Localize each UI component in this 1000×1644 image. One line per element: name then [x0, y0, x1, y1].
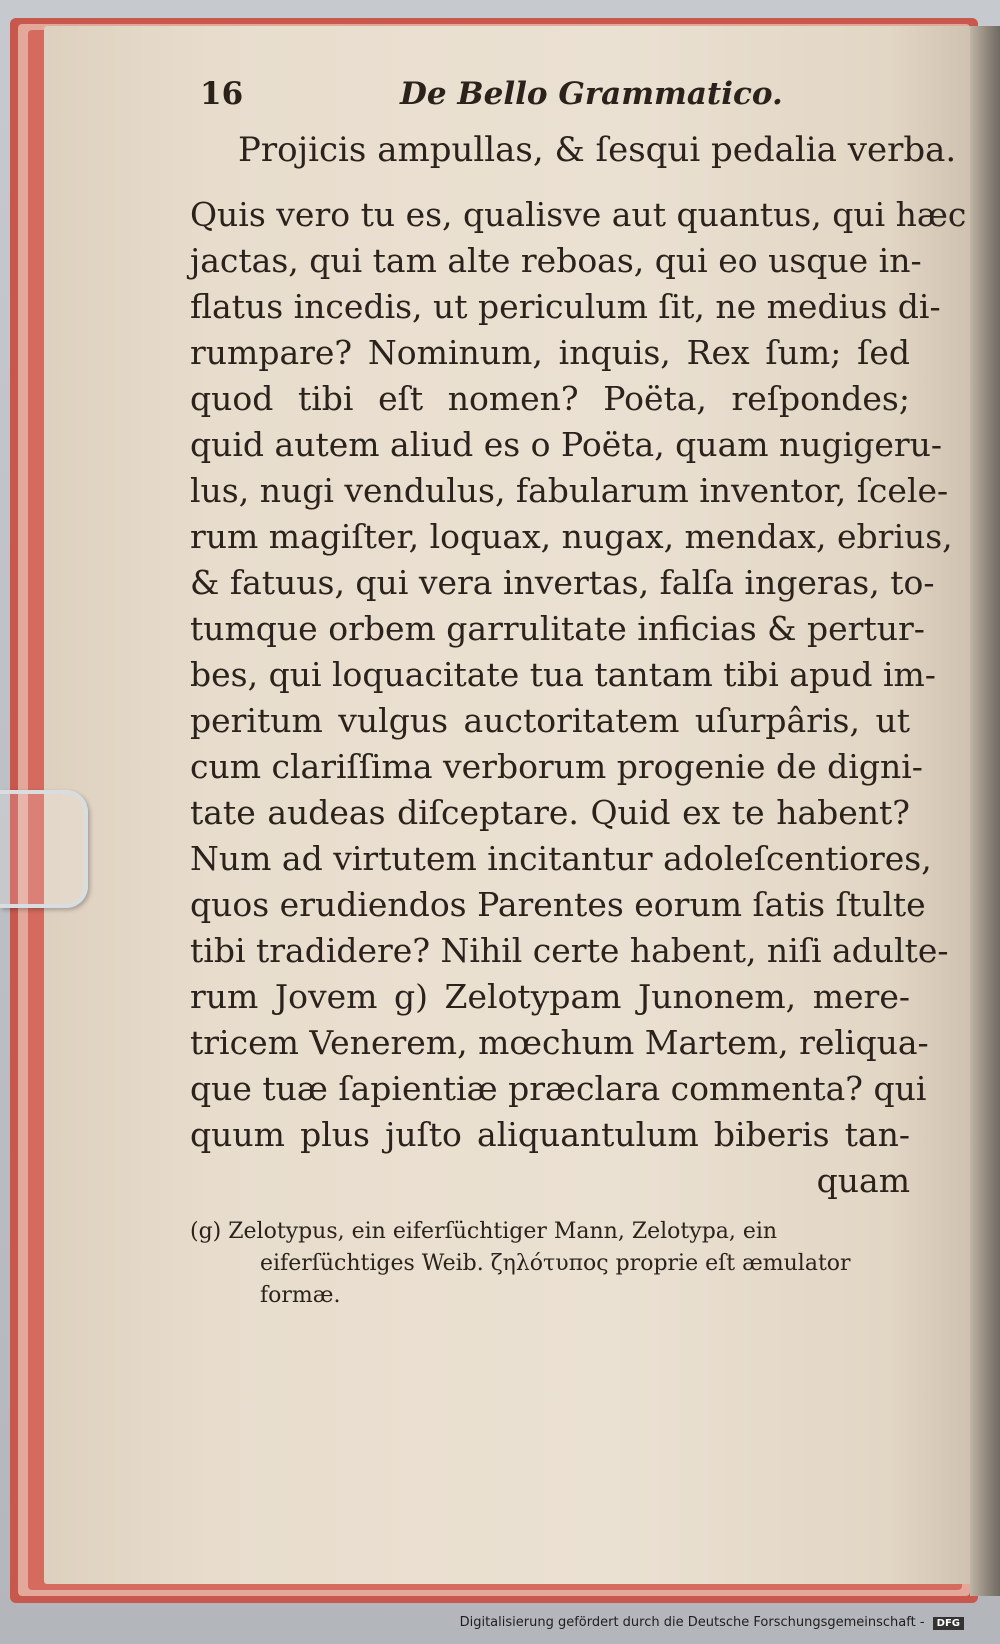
body-line: bes, qui loquacitate tua tantam tibi apud im-: [190, 655, 936, 694]
footnote-line: formæ.: [260, 1283, 341, 1308]
body-line: rumpare? Nominum, inquis, Rex ſum; ſed: [190, 333, 910, 372]
dfg-logo: DFG: [933, 1617, 964, 1630]
catchword: quam: [816, 1161, 910, 1200]
body-line: jactas, qui tam alte reboas, qui eo usque in-: [190, 241, 922, 280]
body-line: peritum vulgus auctoritatem uſurpâris, ut: [190, 701, 910, 740]
footnote-line: eiferſüchtiges Weib. ζηλότυπος proprie eſt æmulator: [260, 1251, 851, 1276]
body-line: & fatuus, qui vera invertas, falſa ingeras, to-: [190, 563, 935, 602]
body-line: tumque orbem garrulitate inficias & pertur-: [190, 609, 925, 648]
body-line: que tuæ ſapientiæ præclara commenta? qui: [190, 1069, 927, 1108]
body-line: quum plus juſto aliquantulum biberis tan-: [190, 1115, 910, 1154]
body-line: Num ad virtutem incitantur adoleſcentiores,: [190, 839, 932, 878]
digitization-credit: [460, 1615, 964, 1630]
body-line: rum Jovem g) Zelotypam Junonem, mere-: [190, 977, 910, 1016]
body-text: [190, 192, 967, 1158]
page-text: [190, 72, 967, 1312]
footnote: [190, 1216, 910, 1312]
body-line: quid autem aliud es o Poëta, quam nugigeru-: [190, 425, 943, 464]
body-line: cum clariſſima verborum progenie de digni-: [190, 747, 923, 786]
body-line: Quis vero tu es, qualisve aut quantus, qui hæc: [190, 195, 967, 234]
body-line: flatus incedis, ut periculum ſit, ne medius di-: [190, 287, 941, 326]
body-line: rum magiſter, loquax, nugax, mendax, ebrius,: [190, 517, 953, 556]
credit-text: Digitalisierung gefördert durch die Deutsche Forschungsgemeinschaft -: [459, 1615, 925, 1630]
page-header: [190, 72, 910, 124]
running-title: De Bello Grammatico.: [400, 76, 783, 112]
page-number: 16: [200, 76, 244, 112]
body-line: quos erudiendos Parentes eorum ſatis ſtulte: [190, 885, 926, 924]
body-line: quod tibi eſt nomen? Poëta, reſpondes;: [190, 379, 910, 418]
body-line: tricem Venerem, mœchum Martem, reliqua-: [190, 1023, 929, 1062]
book-gutter: [970, 26, 1000, 1596]
verse-line: Projicis ampullas, & ſesqui pedalia verba.: [238, 130, 957, 170]
body-line: lus, nugi vendulus, fabularum inventor, ſcele-: [190, 471, 949, 510]
body-line: tate audeas diſceptare. Quid ex te habent?: [190, 793, 910, 832]
page-clip: [0, 790, 88, 908]
body-line: tibi tradidere? Nihil certe habent, niſi adulte-: [190, 931, 949, 970]
footnote-line: (g) Zelotypus, ein eiferſüchtiger Mann, Zelotypa, ein: [190, 1219, 778, 1244]
